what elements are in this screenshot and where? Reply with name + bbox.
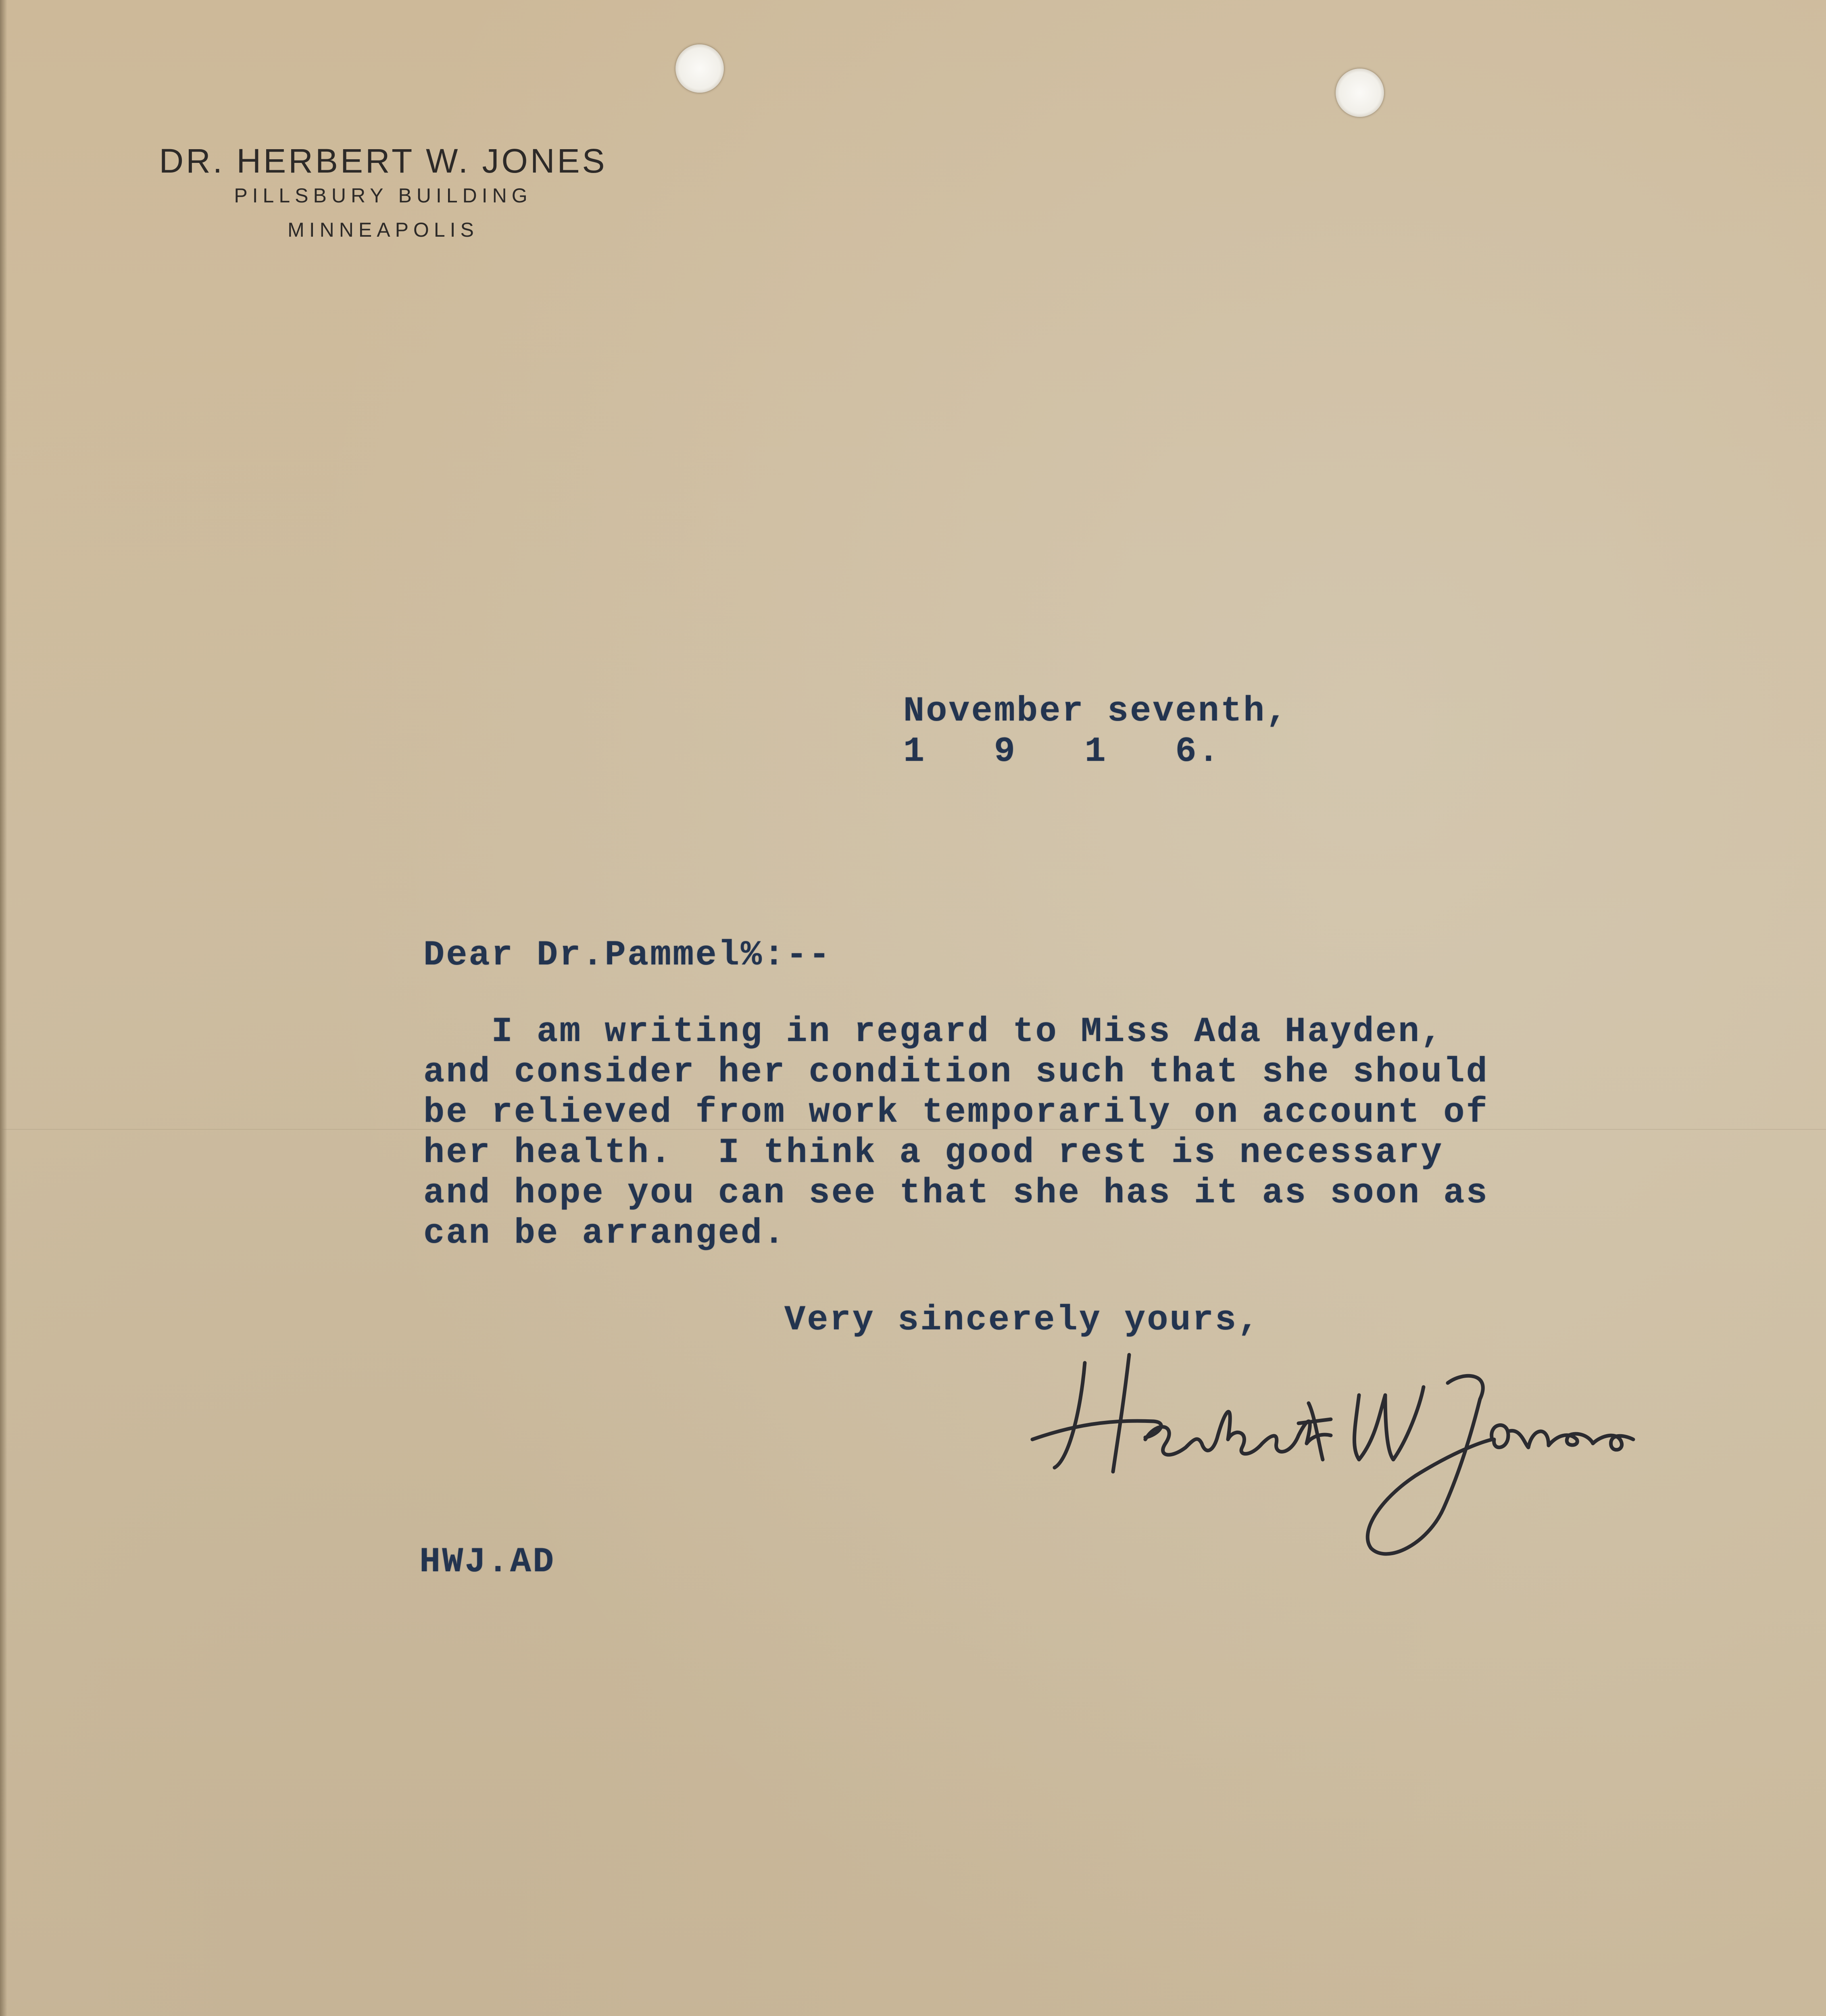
punch-hole-right <box>1336 69 1384 117</box>
letterhead <box>133 143 633 247</box>
body-line: be relieved from work temporarily on account of <box>423 1093 1489 1133</box>
punch-hole-left <box>675 44 724 93</box>
date-line-1: November seventh, <box>903 692 1289 731</box>
salutation: Dear Dr.Pammel%:-- <box>423 936 832 975</box>
letterhead-city: MINNEAPOLIS <box>288 219 479 242</box>
body-line: and consider her condition such that she should <box>423 1053 1489 1092</box>
body-line: I am writing in regard to Miss Ada Hayden, <box>423 1012 1444 1052</box>
typist-initials: HWJ.AD <box>419 1543 556 1582</box>
letter-body <box>423 1012 1489 1254</box>
body-line: her health. I think a good rest is necessary <box>423 1133 1444 1173</box>
handwritten-signature <box>1024 1339 1653 1581</box>
body-line: and hope you can see that she has it as soon as <box>423 1174 1489 1213</box>
letter-date <box>903 691 1289 772</box>
date-line-2: 1 9 1 6. <box>903 732 1221 772</box>
complimentary-close: Very sincerely yours, <box>784 1301 1261 1340</box>
letterhead-name: DR. HERBERT W. JONES <box>159 142 607 180</box>
body-line: can be arranged. <box>423 1214 786 1254</box>
letterhead-building: PILLSBURY BUILDING <box>234 184 532 207</box>
page-edge-shadow <box>0 0 7 2016</box>
